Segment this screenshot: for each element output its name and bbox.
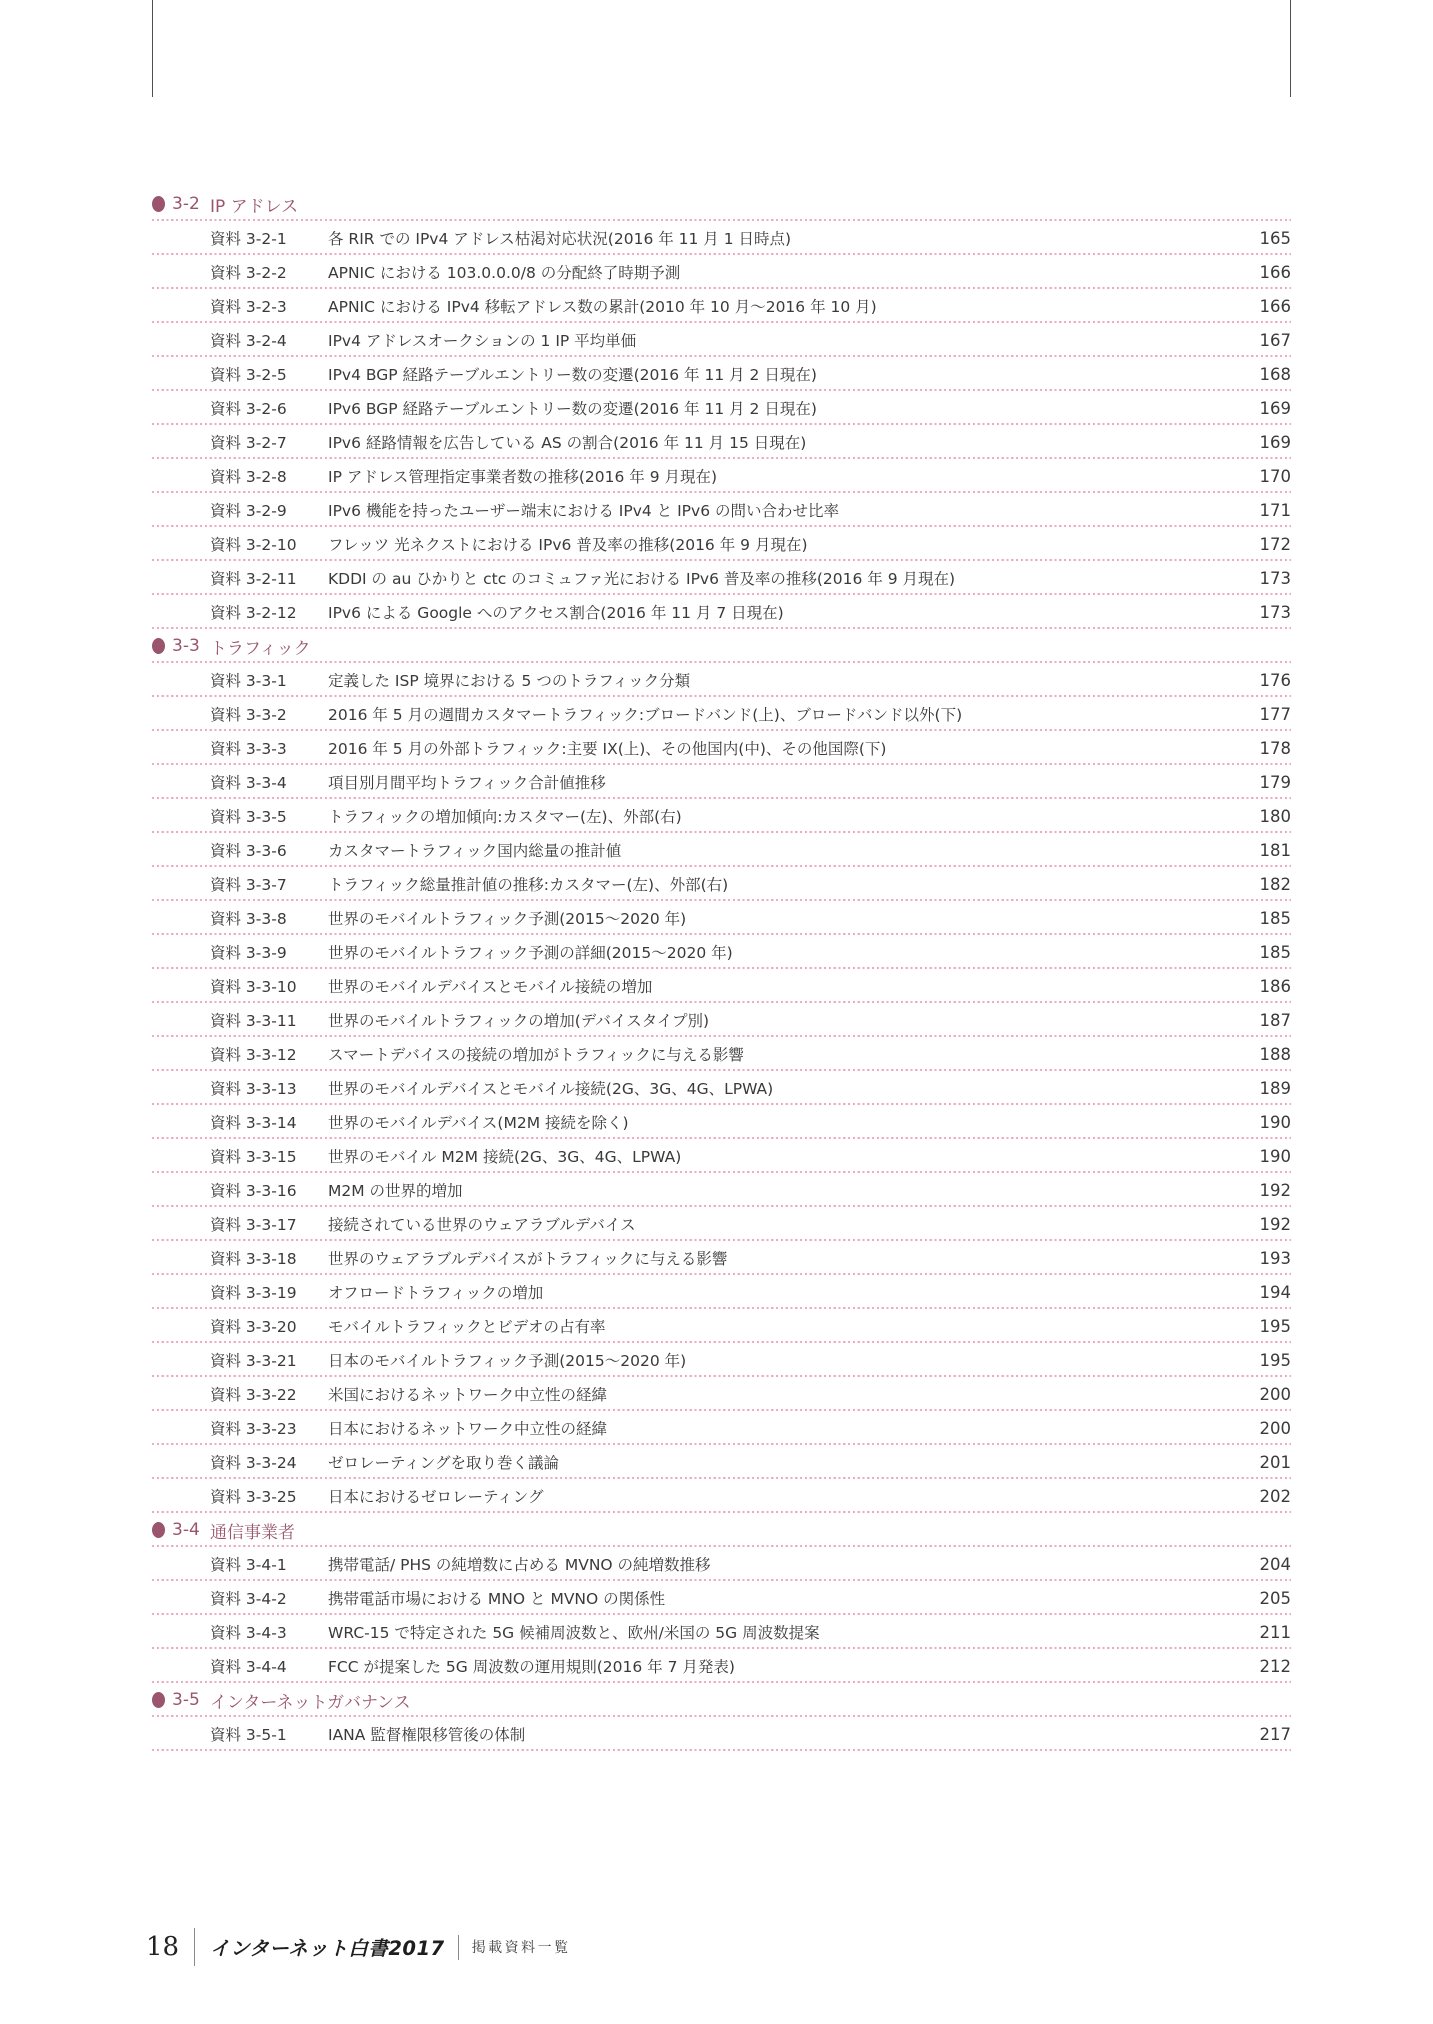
- entry-title: WRC-15 で特定された 5G 候補周波数と、欧州/米国の 5G 周波数提案: [328, 1624, 820, 1642]
- entry-title: 日本のモバイルトラフィック予測(2015〜2020 年): [328, 1352, 687, 1370]
- entry-title: FCC が提案した 5G 周波数の運用規則(2016 年 7 月発表): [328, 1658, 735, 1676]
- entry-page-number: 200: [1259, 1384, 1291, 1404]
- entry-label: 資料 3-3-3: [210, 740, 287, 758]
- toc-entry-row: [152, 1547, 1291, 1581]
- entry-label: 資料 3-3-25: [210, 1488, 297, 1506]
- entry-page-number: 166: [1259, 296, 1291, 316]
- entry-label: 資料 3-2-11: [210, 570, 297, 588]
- entry-title: IPv6 経路情報を広告している AS の割合(2016 年 11 月 15 日現在): [328, 434, 807, 452]
- toc-entry-row: [152, 425, 1291, 459]
- entry-title: IPv6 BGP 経路テーブルエントリー数の変遷(2016 年 11 月 2 日現在): [328, 400, 817, 418]
- footer-page-number: 18: [146, 1932, 180, 1962]
- section-number: 3-3: [172, 636, 200, 656]
- entry-label: 資料 3-3-9: [210, 944, 287, 962]
- toc-section-header: [152, 629, 1291, 663]
- entry-page-number: 186: [1259, 976, 1291, 996]
- toc-entry-row: [152, 1037, 1291, 1071]
- entry-label: 資料 3-4-2: [210, 1590, 287, 1608]
- entry-page-number: 169: [1259, 432, 1291, 452]
- entry-page-number: 185: [1259, 942, 1291, 962]
- entry-page-number: 187: [1259, 1010, 1291, 1030]
- entry-label: 資料 3-3-19: [210, 1284, 297, 1302]
- entry-page-number: 193: [1259, 1248, 1291, 1268]
- entry-page-number: 188: [1259, 1044, 1291, 1064]
- entry-title: 日本におけるゼロレーティング: [328, 1488, 544, 1506]
- section-title: IP アドレス: [210, 196, 299, 217]
- entry-label: 資料 3-2-9: [210, 502, 287, 520]
- entry-page-number: 204: [1259, 1554, 1291, 1574]
- toc-entry-row: [152, 1615, 1291, 1649]
- toc-section-header: [152, 1683, 1291, 1717]
- entry-title: 2016 年 5 月の外部トラフィック:主要 IX(上)、その他国内(中)、その他国際(下): [328, 740, 887, 758]
- entry-label: 資料 3-2-5: [210, 366, 287, 384]
- entry-label: 資料 3-3-2: [210, 706, 287, 724]
- entry-page-number: 172: [1259, 534, 1291, 554]
- entry-label: 資料 3-3-12: [210, 1046, 297, 1064]
- section-bullet-icon: [152, 638, 165, 654]
- toc-entry-row: [152, 493, 1291, 527]
- toc-entry-row: [152, 1241, 1291, 1275]
- entry-page-number: 200: [1259, 1418, 1291, 1438]
- entry-title: フレッツ 光ネクストにおける IPv6 普及率の推移(2016 年 9 月現在): [328, 536, 808, 554]
- toc-entry-row: [152, 1309, 1291, 1343]
- entry-label: 資料 3-3-4: [210, 774, 287, 792]
- entry-label: 資料 3-3-24: [210, 1454, 297, 1472]
- entry-label: 資料 3-3-21: [210, 1352, 297, 1370]
- entry-title: IPv4 BGP 経路テーブルエントリー数の変遷(2016 年 11 月 2 日現在): [328, 366, 817, 384]
- toc-entry-row: [152, 1581, 1291, 1615]
- toc-entry-row: [152, 255, 1291, 289]
- entry-title: トラフィックの増加傾向:カスタマー(左)、外部(右): [328, 808, 682, 826]
- page-footer: [146, 1928, 571, 1966]
- entry-title: 各 RIR での IPv4 アドレス枯渇対応状況(2016 年 11 月 1 日時点): [328, 230, 792, 248]
- entry-title: 世界のモバイルトラフィックの増加(デバイスタイプ別): [328, 1012, 709, 1030]
- toc-entry-row: [152, 867, 1291, 901]
- entry-title: IPv6 機能を持ったユーザー端末における IPv4 と IPv6 の問い合わせ比率: [328, 502, 839, 520]
- entry-title: 世界のモバイルデバイスとモバイル接続(2G、3G、4G、LPWA): [328, 1080, 774, 1098]
- entry-label: 資料 3-3-13: [210, 1080, 297, 1098]
- entry-title: 日本におけるネットワーク中立性の経緯: [328, 1420, 608, 1438]
- toc-entry-row: [152, 1479, 1291, 1513]
- toc-entry-row: [152, 357, 1291, 391]
- entry-label: 資料 3-3-22: [210, 1386, 297, 1404]
- entry-label: 資料 3-2-2: [210, 264, 287, 282]
- entry-title: IANA 監督権限移管後の体制: [328, 1726, 526, 1744]
- entry-page-number: 168: [1259, 364, 1291, 384]
- entry-label: 資料 3-2-7: [210, 434, 287, 452]
- toc-entry-row: [152, 1649, 1291, 1683]
- entry-page-number: 202: [1259, 1486, 1291, 1506]
- entry-title: APNIC における 103.0.0.0/8 の分配終了時期予測: [328, 264, 681, 282]
- entry-page-number: 190: [1259, 1146, 1291, 1166]
- toc-entry-row: [152, 799, 1291, 833]
- entry-title: 携帯電話/ PHS の純増数に占める MVNO の純増数推移: [328, 1556, 711, 1574]
- section-title: トラフィック: [210, 638, 311, 659]
- toc-entry-row: [152, 1105, 1291, 1139]
- entry-page-number: 194: [1259, 1282, 1291, 1302]
- entry-label: 資料 3-2-10: [210, 536, 297, 554]
- entry-title: IPv6 による Google へのアクセス割合(2016 年 11 月 7 日現在): [328, 604, 784, 622]
- entry-page-number: 185: [1259, 908, 1291, 928]
- entry-title: IP アドレス管理指定事業者数の推移(2016 年 9 月現在): [328, 468, 718, 486]
- toc-entry-row: [152, 1717, 1291, 1751]
- entry-label: 資料 3-2-6: [210, 400, 287, 418]
- entry-label: 資料 3-2-8: [210, 468, 287, 486]
- entry-page-number: 181: [1259, 840, 1291, 860]
- entry-title: 世界のウェアラブルデバイスがトラフィックに与える影響: [328, 1250, 728, 1268]
- section-number: 3-2: [172, 194, 200, 214]
- toc-entry-row: [152, 731, 1291, 765]
- footer-divider: [194, 1928, 195, 1966]
- entry-title: KDDI の au ひかりと ctc のコミュファ光における IPv6 普及率の推移(2016 年 9 月現在): [328, 570, 956, 588]
- toc-entry-row: [152, 1071, 1291, 1105]
- toc-entry-row: [152, 561, 1291, 595]
- toc-entry-row: [152, 697, 1291, 731]
- toc-entry-row: [152, 969, 1291, 1003]
- entry-title: トラフィック総量推計値の推移:カスタマー(左)、外部(右): [328, 876, 729, 894]
- entry-label: 資料 3-5-1: [210, 1726, 287, 1744]
- entry-title: 世界のモバイルデバイス(M2M 接続を除く): [328, 1114, 629, 1132]
- entry-title: カスタマートラフィック国内総量の推計値: [328, 842, 622, 860]
- footer-section-label: 掲載資料一覧: [471, 1940, 571, 1956]
- entry-label: 資料 3-3-8: [210, 910, 287, 928]
- entry-label: 資料 3-3-11: [210, 1012, 297, 1030]
- toc-entry-row: [152, 765, 1291, 799]
- entry-title: APNIC における IPv4 移転アドレス数の累計(2010 年 10 月〜2016 年 10 月): [328, 298, 877, 316]
- entry-page-number: 195: [1259, 1350, 1291, 1370]
- toc-entry-row: [152, 1139, 1291, 1173]
- entry-title: 2016 年 5 月の週間カスタマートラフィック:ブロードバンド(上)、ブロードバンド以外(下): [328, 706, 963, 724]
- entry-page-number: 165: [1259, 228, 1291, 248]
- section-number: 3-5: [172, 1690, 200, 1710]
- entry-page-number: 173: [1259, 568, 1291, 588]
- toc-entry-row: [152, 1445, 1291, 1479]
- section-bullet-icon: [152, 1692, 165, 1708]
- toc-section-header: [152, 1513, 1291, 1547]
- toc-section-header: [152, 187, 1291, 221]
- entry-page-number: 180: [1259, 806, 1291, 826]
- entry-label: 資料 3-3-15: [210, 1148, 297, 1166]
- toc-entry-row: [152, 1207, 1291, 1241]
- entry-title: 世界のモバイルデバイスとモバイル接続の増加: [328, 978, 653, 996]
- toc-list: [152, 187, 1291, 1751]
- entry-label: 資料 3-2-1: [210, 230, 287, 248]
- entry-page-number: 182: [1259, 874, 1291, 894]
- entry-label: 資料 3-3-14: [210, 1114, 297, 1132]
- page-edge-line-right: [1290, 0, 1291, 97]
- entry-label: 資料 3-3-10: [210, 978, 297, 996]
- toc-entry-row: [152, 1343, 1291, 1377]
- entry-title: 定義した ISP 境界における 5 つのトラフィック分類: [328, 672, 691, 690]
- entry-page-number: 192: [1259, 1180, 1291, 1200]
- toc-entry-row: [152, 833, 1291, 867]
- entry-title: 携帯電話市場における MNO と MVNO の関係性: [328, 1590, 666, 1608]
- entry-page-number: 178: [1259, 738, 1291, 758]
- entry-title: スマートデバイスの接続の増加がトラフィックに与える影響: [328, 1046, 744, 1064]
- toc-entry-row: [152, 289, 1291, 323]
- entry-label: 資料 3-3-6: [210, 842, 287, 860]
- entry-label: 資料 3-3-5: [210, 808, 287, 826]
- footer-divider: [458, 1935, 459, 1960]
- toc-entry-row: [152, 1377, 1291, 1411]
- toc-entry-row: [152, 663, 1291, 697]
- entry-title: ゼロレーティングを取り巻く議論: [328, 1454, 559, 1472]
- entry-page-number: 192: [1259, 1214, 1291, 1234]
- toc-entry-row: [152, 1173, 1291, 1207]
- entry-page-number: 177: [1259, 704, 1291, 724]
- entry-title: M2M の世界的増加: [328, 1182, 463, 1200]
- entry-page-number: 166: [1259, 262, 1291, 282]
- entry-label: 資料 3-4-1: [210, 1556, 287, 1574]
- entry-page-number: 201: [1259, 1452, 1291, 1472]
- entry-label: 資料 3-3-20: [210, 1318, 297, 1336]
- toc-entry-row: [152, 1411, 1291, 1445]
- entry-page-number: 217: [1259, 1724, 1291, 1744]
- section-title: インターネットガバナンス: [210, 1692, 411, 1713]
- entry-label: 資料 3-4-4: [210, 1658, 287, 1676]
- entry-page-number: 195: [1259, 1316, 1291, 1336]
- toc-entry-row: [152, 391, 1291, 425]
- entry-page-number: 189: [1259, 1078, 1291, 1098]
- section-title: 通信事業者: [210, 1522, 295, 1543]
- entry-title: 接続されている世界のウェアラブルデバイス: [328, 1216, 636, 1234]
- entry-label: 資料 3-2-4: [210, 332, 287, 350]
- toc-entry-row: [152, 459, 1291, 493]
- entry-title: 世界のモバイル M2M 接続(2G、3G、4G、LPWA): [328, 1148, 682, 1166]
- toc-entry-row: [152, 1003, 1291, 1037]
- entry-page-number: 173: [1259, 602, 1291, 622]
- page-edge-line-left: [152, 0, 153, 97]
- entry-page-number: 167: [1259, 330, 1291, 350]
- entry-label: 資料 3-3-7: [210, 876, 287, 894]
- entry-label: 資料 3-3-16: [210, 1182, 297, 1200]
- toc-entry-row: [152, 595, 1291, 629]
- entry-label: 資料 3-3-18: [210, 1250, 297, 1268]
- entry-title: 世界のモバイルトラフィック予測の詳細(2015〜2020 年): [328, 944, 733, 962]
- entry-page-number: 176: [1259, 670, 1291, 690]
- toc-entry-row: [152, 221, 1291, 255]
- section-bullet-icon: [152, 1522, 165, 1538]
- entry-page-number: 169: [1259, 398, 1291, 418]
- entry-label: 資料 3-3-23: [210, 1420, 297, 1438]
- toc-entry-row: [152, 1275, 1291, 1309]
- entry-label: 資料 3-2-12: [210, 604, 297, 622]
- toc-entry-row: [152, 323, 1291, 357]
- entry-page-number: 212: [1259, 1656, 1291, 1676]
- entry-label: 資料 3-3-17: [210, 1216, 297, 1234]
- section-number: 3-4: [172, 1520, 200, 1540]
- entry-title: 米国におけるネットワーク中立性の経緯: [328, 1386, 608, 1404]
- entry-page-number: 171: [1259, 500, 1291, 520]
- section-bullet-icon: [152, 196, 165, 212]
- entry-page-number: 170: [1259, 466, 1291, 486]
- footer-book-title: インターネット白書2017: [210, 1937, 445, 1960]
- entry-page-number: 190: [1259, 1112, 1291, 1132]
- entry-title: 項目別月間平均トラフィック合計値推移: [328, 774, 606, 792]
- entry-title: オフロードトラフィックの増加: [328, 1284, 544, 1302]
- toc-entry-row: [152, 935, 1291, 969]
- entry-page-number: 205: [1259, 1588, 1291, 1608]
- entry-title: IPv4 アドレスオークションの 1 IP 平均単価: [328, 332, 637, 350]
- toc-entry-row: [152, 901, 1291, 935]
- entry-page-number: 211: [1259, 1622, 1291, 1642]
- entry-label: 資料 3-2-3: [210, 298, 287, 316]
- entry-title: 世界のモバイルトラフィック予測(2015〜2020 年): [328, 910, 687, 928]
- entry-label: 資料 3-4-3: [210, 1624, 287, 1642]
- entry-title: モバイルトラフィックとビデオの占有率: [328, 1318, 606, 1336]
- toc-entry-row: [152, 527, 1291, 561]
- entry-label: 資料 3-3-1: [210, 672, 287, 690]
- entry-page-number: 179: [1259, 772, 1291, 792]
